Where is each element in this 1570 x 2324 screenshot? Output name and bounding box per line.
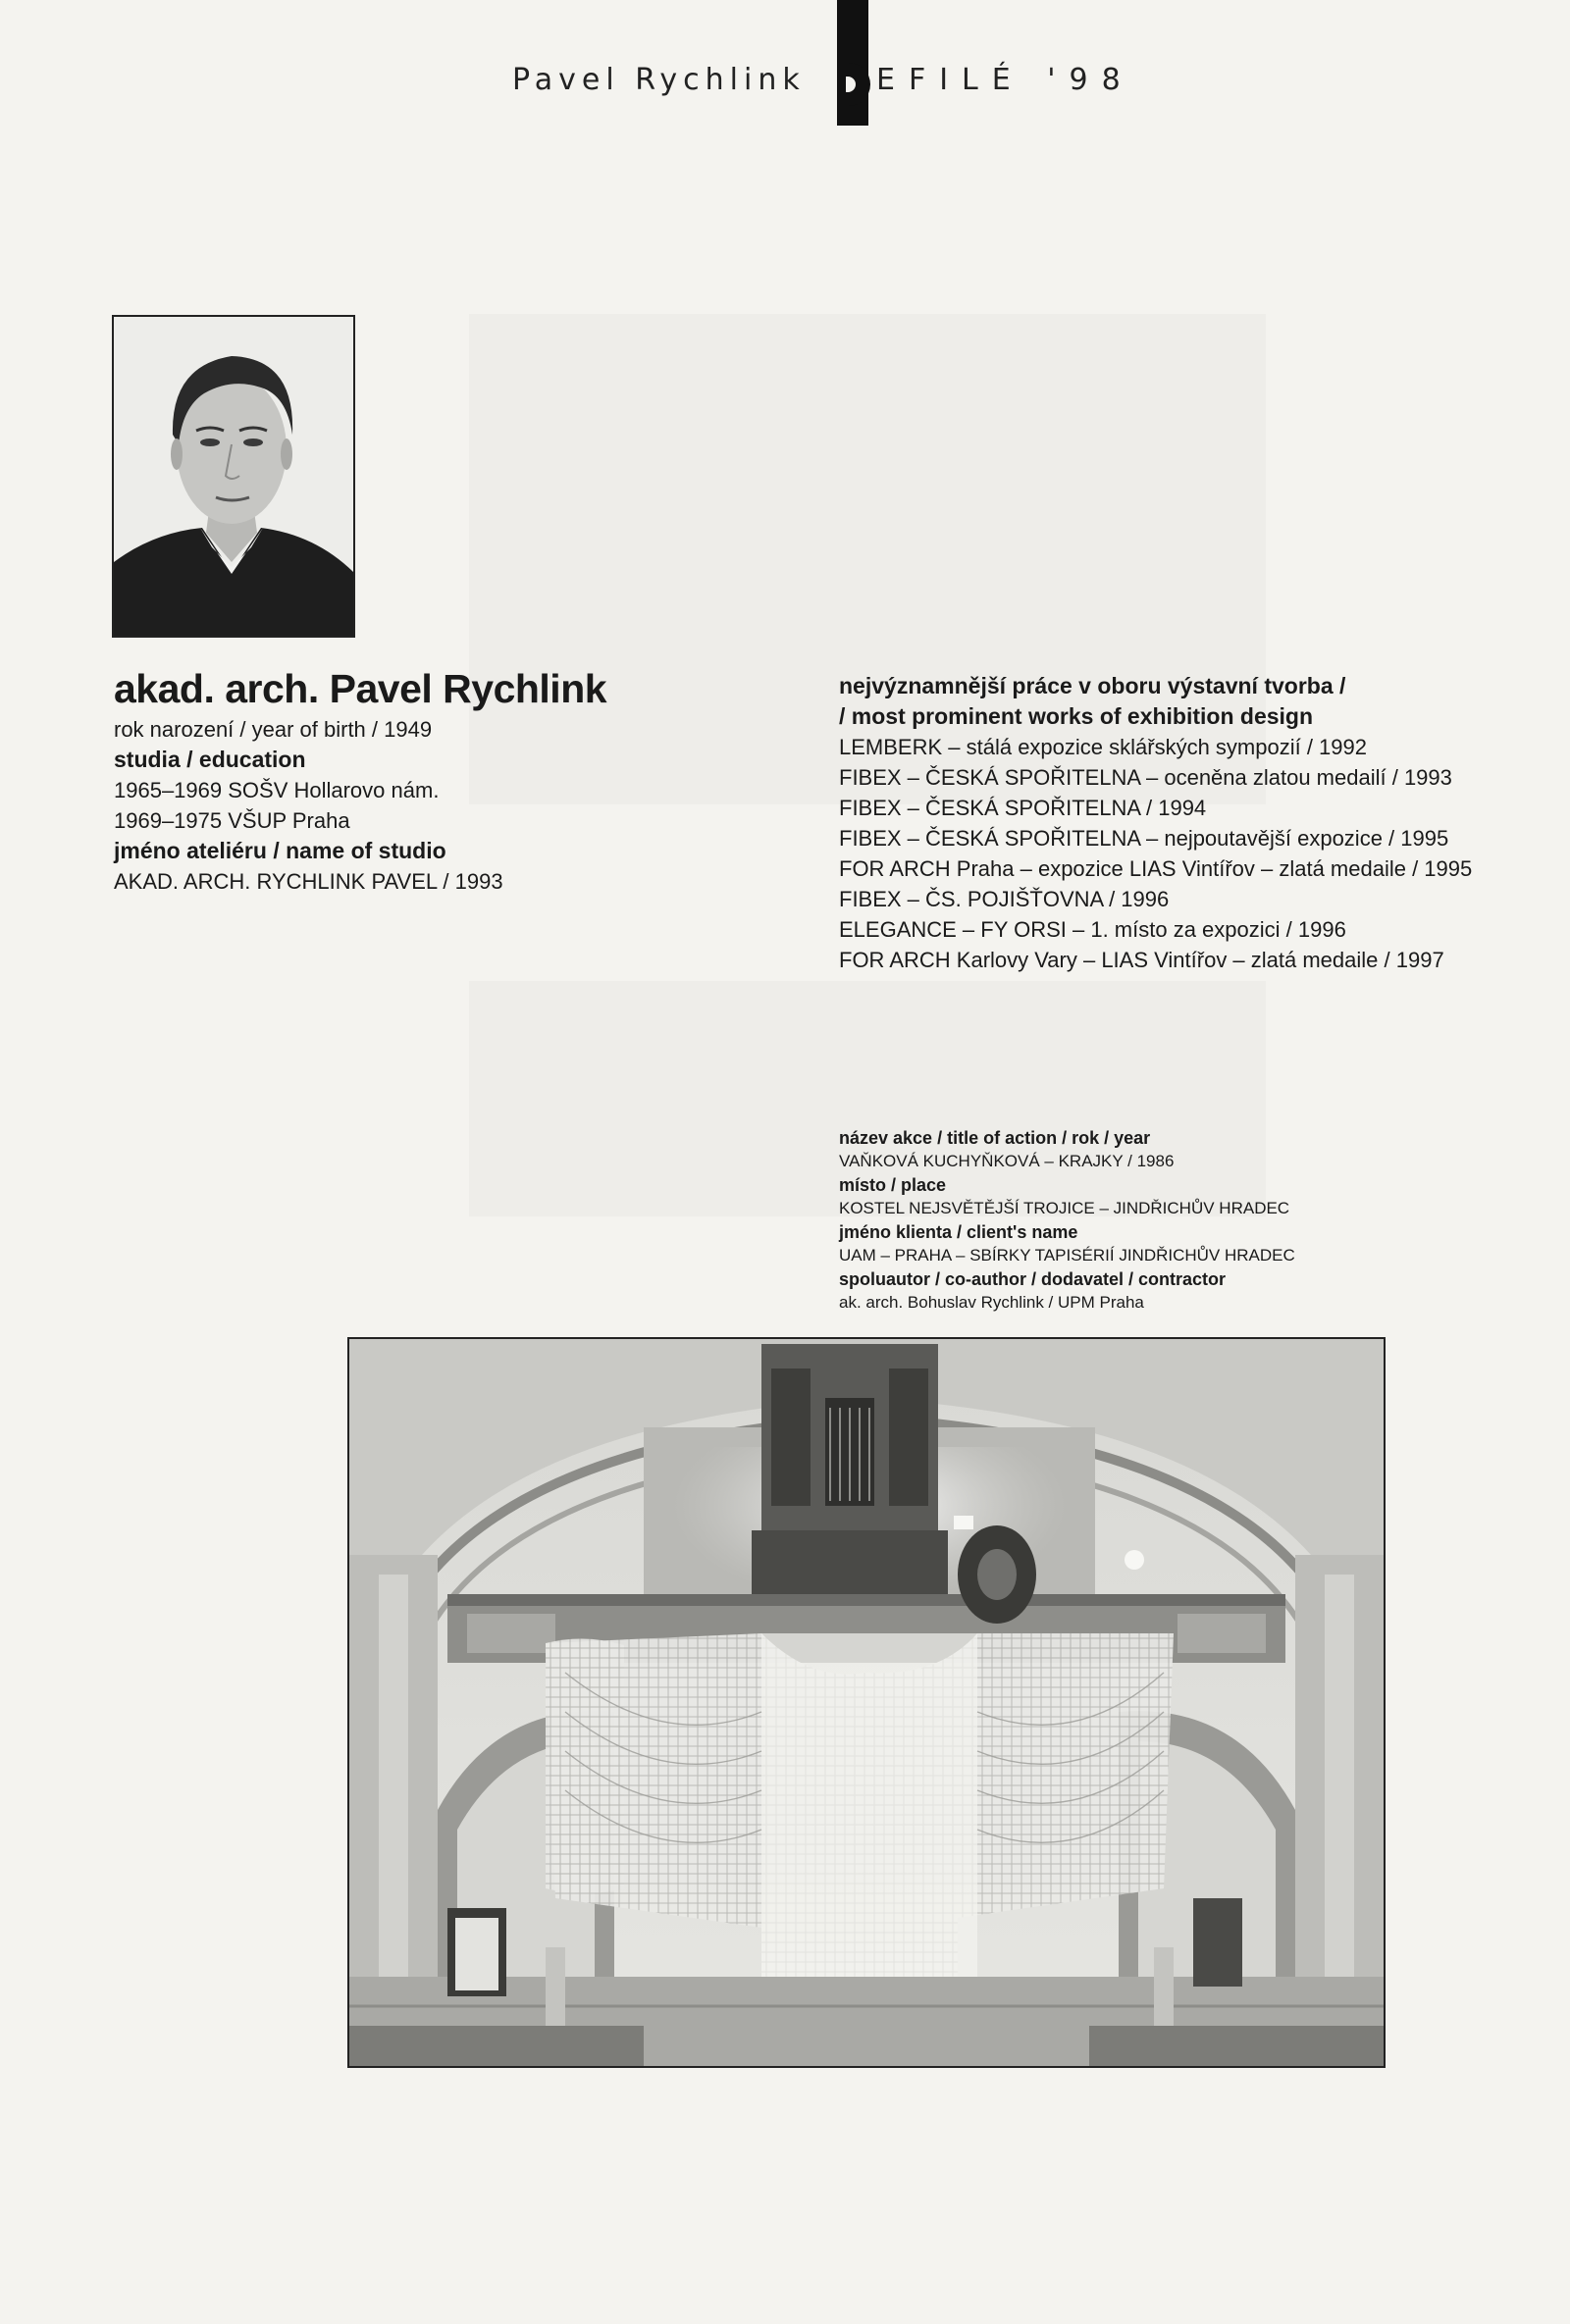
action-client: UAM – PRAHA – SBÍRKY TAPISÉRIÍ JINDŘICHŮV HRADEC [839, 1246, 1295, 1265]
studio-heading: jméno ateliéru / name of studio [114, 838, 446, 863]
works-item: FOR ARCH Praha – expozice LIAS Vintířov – zlatá medaile / 1995 [839, 856, 1473, 881]
header-author: Pavel Rychlink [512, 63, 806, 97]
works-item: FIBEX – ČESKÁ SPOŘITELNA – nejpoutavější expozice / 1995 [839, 826, 1449, 851]
works-heading: nejvýznamnější práce v oboru výstavní tvorba / [839, 673, 1346, 698]
education-item: 1965–1969 SOŠV Hollarovo nám. [114, 778, 440, 802]
action-place-heading: místo / place [839, 1175, 947, 1195]
action-title-heading: název akce / title of action / rok / year [839, 1128, 1151, 1148]
portrait-photo [112, 315, 355, 638]
bio-block [114, 665, 624, 897]
action-client-heading: jméno klienta / client's name [839, 1222, 1078, 1242]
works-block [839, 671, 1545, 975]
artist-name: akad. arch. Pavel Rychlink [114, 666, 607, 711]
education-heading: studia / education [114, 747, 306, 772]
action-title: VAŇKOVÁ KUCHYŇKOVÁ – KRAJKY / 1986 [839, 1152, 1175, 1170]
education-item: 1969–1975 VŠUP Praha [114, 808, 350, 833]
works-heading: / most prominent works of exhibition design [839, 703, 1314, 729]
action-block [839, 1126, 1388, 1315]
action-coauthor: ak. arch. Bohuslav Rychlink / UPM Praha [839, 1293, 1144, 1312]
works-item: ELEGANCE – FY ORSI – 1. místo za expozici / 1996 [839, 917, 1346, 942]
action-place: KOSTEL NEJSVĚTĚJŠÍ TROJICE – JINDŘICHŮV HRADEC [839, 1199, 1290, 1217]
works-item: FIBEX – ČESKÁ SPOŘITELNA / 1994 [839, 796, 1207, 820]
works-item: FIBEX – ČS. POJIŠŤOVNA / 1996 [839, 887, 1170, 911]
birth-year: rok narození / year of birth / 1949 [114, 717, 433, 742]
church-exhibition-photo [347, 1337, 1386, 2068]
studio-name: AKAD. ARCH. RYCHLINK PAVEL / 1993 [114, 869, 503, 894]
works-item: FIBEX – ČESKÁ SPOŘITELNA – oceněna zlatou medailí / 1993 [839, 765, 1452, 790]
header-event: EFILÉ '98 [876, 63, 1134, 97]
works-item: FOR ARCH Karlovy Vary – LIAS Vintířov – zlatá medaile / 1997 [839, 948, 1444, 972]
works-item: LEMBERK – stálá expozice sklářských sympozií / 1992 [839, 735, 1368, 759]
action-coauthor-heading: spoluautor / co-author / dodavatel / contractor [839, 1269, 1227, 1289]
